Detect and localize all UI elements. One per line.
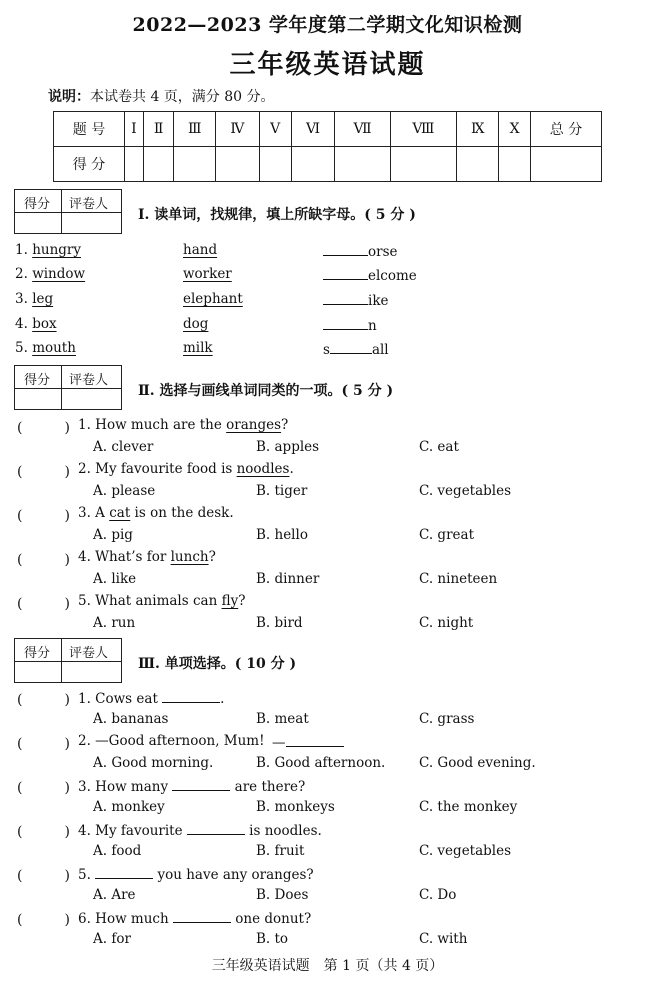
score-cell[interactable]	[174, 147, 216, 182]
answer-paren[interactable]: ( )	[17, 464, 70, 480]
grader-reviewer-label: 评卷人	[69, 197, 109, 212]
note-text: 本试卷共 4 页，满分 80 分。	[90, 89, 275, 105]
option-b[interactable]: B. monkeys	[256, 799, 335, 815]
grader-reviewer-label: 评卷人	[69, 373, 109, 388]
option-b[interactable]: B. bird	[256, 615, 303, 631]
s1-word: dog	[183, 316, 209, 332]
score-col-9: Ⅸ	[457, 112, 499, 147]
s1-blank-row[interactable]: ike	[323, 291, 389, 309]
score-col-8: Ⅷ	[390, 112, 457, 147]
grader-box	[14, 638, 122, 683]
s3-question-3: 3. How many are there?	[78, 779, 306, 795]
score-cell[interactable]	[125, 147, 144, 182]
option-a[interactable]: A. pig	[93, 527, 133, 543]
s2-question-2: 2. My favourite food is noodles.	[78, 461, 294, 477]
s3-question-2: 2. —Good afternoon, Mum!	[78, 733, 265, 749]
answer-paren[interactable]: ( )	[17, 736, 70, 752]
option-c[interactable]: C. night	[419, 615, 474, 631]
section-3-heading: Ⅲ. 单项选择。( 10 分 )	[138, 656, 297, 672]
score-cell-total[interactable]	[531, 147, 602, 182]
s1-row-3: 3. leg	[15, 291, 54, 307]
score-col-2: Ⅱ	[143, 112, 173, 147]
option-b[interactable]: B. hello	[256, 527, 308, 543]
s1-word: hungry	[32, 242, 81, 258]
s2-question-3: 3. A cat is on the desk.	[78, 505, 234, 521]
s3-question-4: 4. My favourite is noodles.	[78, 823, 322, 839]
answer-paren[interactable]: ( )	[17, 692, 70, 708]
answer-paren[interactable]: ( )	[17, 912, 70, 928]
option-b[interactable]: B. Does	[256, 887, 309, 903]
s3-question-5: 5. you have any oranges?	[78, 867, 314, 883]
s1-word: mouth	[32, 340, 76, 356]
s2-question-1: 1. How much are the oranges?	[78, 417, 289, 433]
s1-word: leg	[32, 291, 54, 307]
s1-row-5: 5. mouth	[15, 340, 76, 356]
option-a[interactable]: A. for	[93, 931, 131, 947]
s1-word: worker	[183, 266, 232, 282]
s1-row-2: 2. window	[15, 266, 86, 282]
answer-paren[interactable]: ( )	[17, 596, 70, 612]
option-b[interactable]: B. apples	[256, 439, 320, 455]
s1-blank-row[interactable]: orse	[323, 242, 398, 260]
answer-paren[interactable]: ( )	[17, 508, 70, 524]
option-c[interactable]: C. vegetables	[419, 843, 512, 859]
option-a[interactable]: A. bananas	[93, 711, 169, 727]
s1-blank-row[interactable]: n	[323, 316, 377, 334]
s1-word: hand	[183, 242, 218, 258]
option-a[interactable]: A. Good morning.	[93, 755, 214, 771]
score-table-header-row	[54, 112, 602, 147]
score-col-5: Ⅴ	[259, 112, 291, 147]
answer-paren[interactable]: ( )	[17, 868, 70, 884]
section-2-heading: Ⅱ. 选择与画线单词同类的一项。( 5 分 )	[138, 383, 394, 399]
option-c[interactable]: C. nineteen	[419, 571, 498, 587]
score-cell[interactable]	[291, 147, 335, 182]
score-header-label: 题 号	[54, 112, 125, 147]
s1-row-1: 1. hungry	[15, 242, 81, 258]
grader-box	[14, 365, 122, 410]
s1-blank-row[interactable]: s all	[323, 342, 389, 358]
option-a[interactable]: A. food	[93, 843, 142, 859]
s1-word: box	[32, 316, 57, 332]
score-table	[53, 111, 602, 182]
exam-subtitle: 三年级英语试题	[229, 50, 426, 80]
option-a[interactable]: A. run	[93, 615, 136, 631]
s1-word: milk	[183, 340, 213, 356]
option-b[interactable]: B. Good afternoon.	[256, 755, 386, 771]
option-b[interactable]: B. dinner	[256, 571, 320, 587]
option-b[interactable]: B. to	[256, 931, 289, 947]
s3-question-6: 6. How much one donut?	[78, 911, 312, 927]
score-cell[interactable]	[335, 147, 390, 182]
s1-row-4: 4. box	[15, 316, 57, 332]
note-label: 说明：	[48, 89, 90, 105]
score-col-6: Ⅵ	[291, 112, 335, 147]
option-a[interactable]: A. Are	[93, 887, 136, 903]
score-col-10: Ⅹ	[499, 112, 531, 147]
option-c[interactable]: C. the monkey	[419, 799, 518, 815]
score-col-7: Ⅶ	[335, 112, 390, 147]
page-footer: 三年级英语试题 第 1 页（共 4 页）	[211, 958, 444, 974]
s3-question-1: 1. Cows eat .	[78, 691, 225, 707]
answer-paren[interactable]: ( )	[17, 824, 70, 840]
s1-word: elephant	[183, 291, 243, 307]
option-a[interactable]: A. clever	[93, 439, 154, 455]
answer-paren[interactable]: ( )	[17, 780, 70, 796]
score-cell[interactable]	[390, 147, 457, 182]
option-c[interactable]: C. vegetables	[419, 483, 512, 499]
section-1-heading: Ⅰ. 读单词，找规律，填上所缺字母。( 5 分 )	[138, 207, 416, 223]
s3-reply-blank[interactable]: —	[272, 733, 344, 751]
score-cell[interactable]	[499, 147, 531, 182]
grader-box	[14, 189, 122, 234]
score-cell[interactable]	[457, 147, 499, 182]
option-b[interactable]: B. tiger	[256, 483, 308, 499]
score-col-3: Ⅲ	[174, 112, 216, 147]
grader-score-label: 得分	[24, 646, 51, 661]
option-c[interactable]: C. eat	[419, 439, 459, 455]
option-c[interactable]: C. great	[419, 527, 474, 543]
answer-paren[interactable]: ( )	[17, 552, 70, 568]
option-a[interactable]: A. like	[93, 571, 137, 587]
option-a[interactable]: A. please	[93, 483, 156, 499]
score-cell[interactable]	[216, 147, 259, 182]
exam-title: 2022—2023 学年度第二学期文化知识检测	[132, 14, 523, 36]
s1-word: window	[32, 266, 86, 282]
score-col-4: Ⅳ	[216, 112, 259, 147]
grader-score-label: 得分	[24, 373, 51, 388]
answer-paren[interactable]: ( )	[17, 420, 70, 436]
grader-score-label: 得分	[24, 197, 51, 212]
option-a[interactable]: A. monkey	[93, 799, 165, 815]
score-table-score-row	[54, 147, 602, 182]
score-col-1: Ⅰ	[125, 112, 144, 147]
option-c[interactable]: C. grass	[419, 711, 475, 727]
grader-reviewer-label: 评卷人	[69, 646, 109, 661]
score-cell[interactable]	[143, 147, 173, 182]
option-c[interactable]: C. Good evening.	[419, 755, 536, 771]
exam-note	[48, 86, 275, 106]
option-b[interactable]: B. fruit	[256, 843, 305, 859]
score-cell[interactable]	[259, 147, 291, 182]
option-b[interactable]: B. meat	[256, 711, 309, 727]
score-row-label: 得 分	[54, 147, 125, 182]
s2-question-5: 5. What animals can fly?	[78, 593, 246, 609]
option-c[interactable]: C. with	[419, 931, 468, 947]
score-col-total: 总 分	[531, 112, 602, 147]
s2-question-4: 4. What’s for lunch?	[78, 549, 216, 565]
s1-blank-row[interactable]: elcome	[323, 266, 417, 284]
option-c[interactable]: C. Do	[419, 887, 457, 903]
